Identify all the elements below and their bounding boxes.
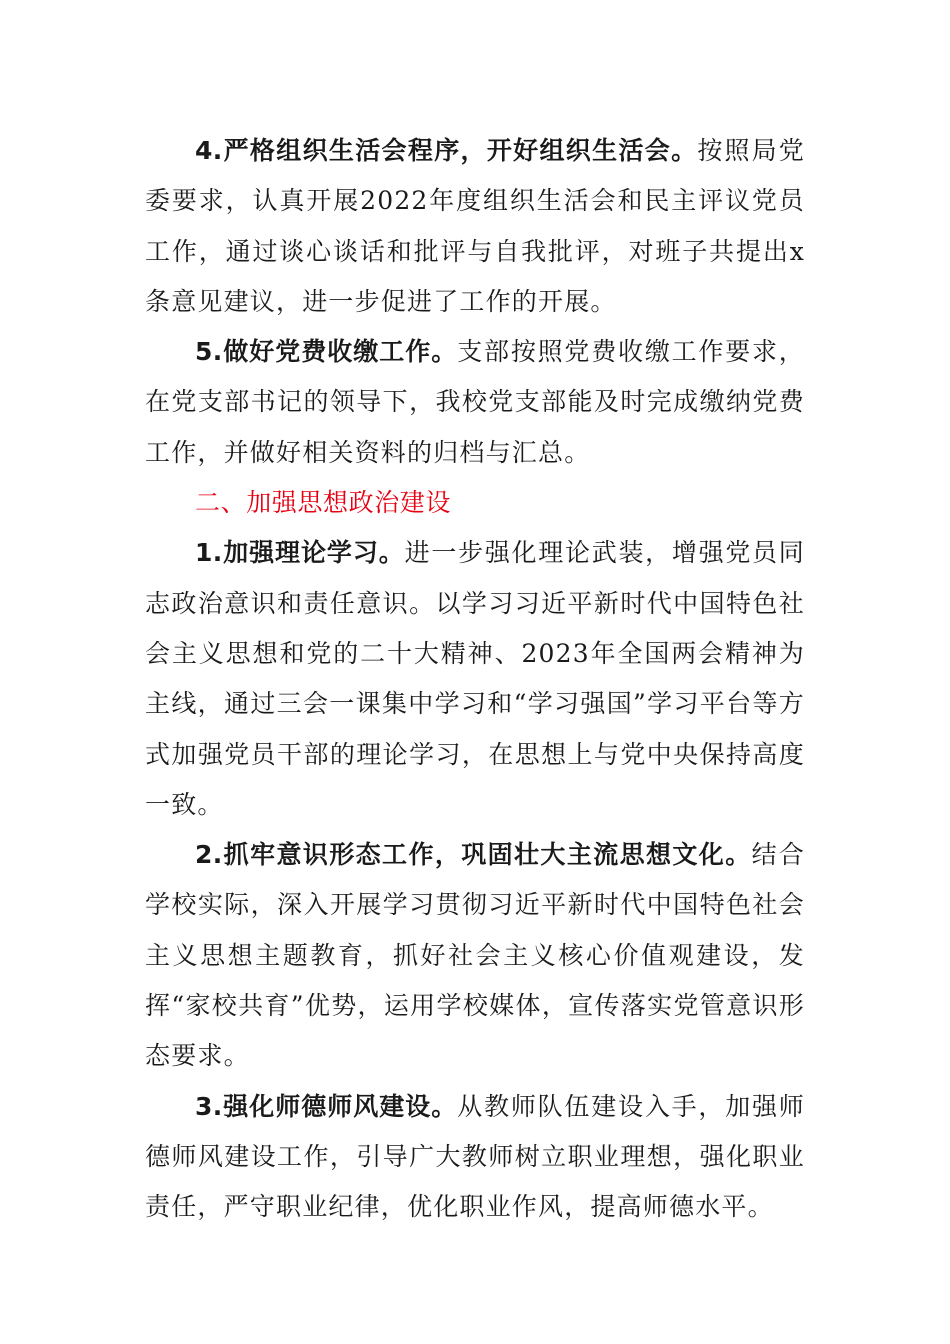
paragraph-body: 进一步强化理论武装，增强党员同志政治意识和责任意识。以学习习近平新时代中国特色社会主义思想和党的二十大精神、2023年全国两会精神为主线，通过三会一课集中学习和“学习强国”学习平台等方式加强党员干部的理论学习，在思想上与党中央保持高度一致。 (145, 538, 805, 819)
paragraph-ideology-work (145, 830, 805, 1081)
paragraph-body: 结合学校实际，深入开展学习贯彻习近平新时代中国特色社会主义思想主题教育，抓好社会主义核心价值观建设，发挥“家校共育”优势，运用学校媒体，宣传落实党管意识形态要求。 (145, 840, 805, 1071)
section-heading: 二、加强思想政治建设 (195, 488, 452, 518)
paragraph-lead: 3.强化师德师风建设。 (195, 1091, 458, 1121)
paragraph-lead: 1.加强理论学习。 (195, 538, 405, 568)
paragraph-body: 按照局党委要求，认真开展2022年度组织生活会和民主评议党员工作，通过谈心谈话和批评与自我批评，对班子共提出x条意见建议，进一步促进了工作的开展。 (145, 136, 805, 316)
paragraph-body: 从教师队伍建设入手，加强师德师风建设工作，引导广大教师树立职业理想，强化职业责任，严守职业纪律，优化职业作风，提高师德水平。 (145, 1091, 805, 1222)
paragraph-lead: 5.做好党费收缴工作。 (195, 337, 458, 367)
paragraph-body: 支部按照党费收缴工作要求，在党支部书记的领导下，我校党支部能及时完成缴纳党费工作，并做好相关资料的归档与汇总。 (145, 337, 805, 467)
paragraph-party-dues (145, 327, 805, 478)
paragraph-teacher-ethics (145, 1082, 805, 1233)
paragraph-lead: 4.严格组织生活会程序，开好组织生活会。 (195, 136, 698, 165)
paragraph-organization-life-meeting (145, 126, 805, 327)
paragraph-theory-study (145, 528, 805, 830)
document-page (145, 126, 805, 1233)
paragraph-lead: 2.抓牢意识形态工作，巩固壮大主流思想文化。 (195, 840, 752, 870)
